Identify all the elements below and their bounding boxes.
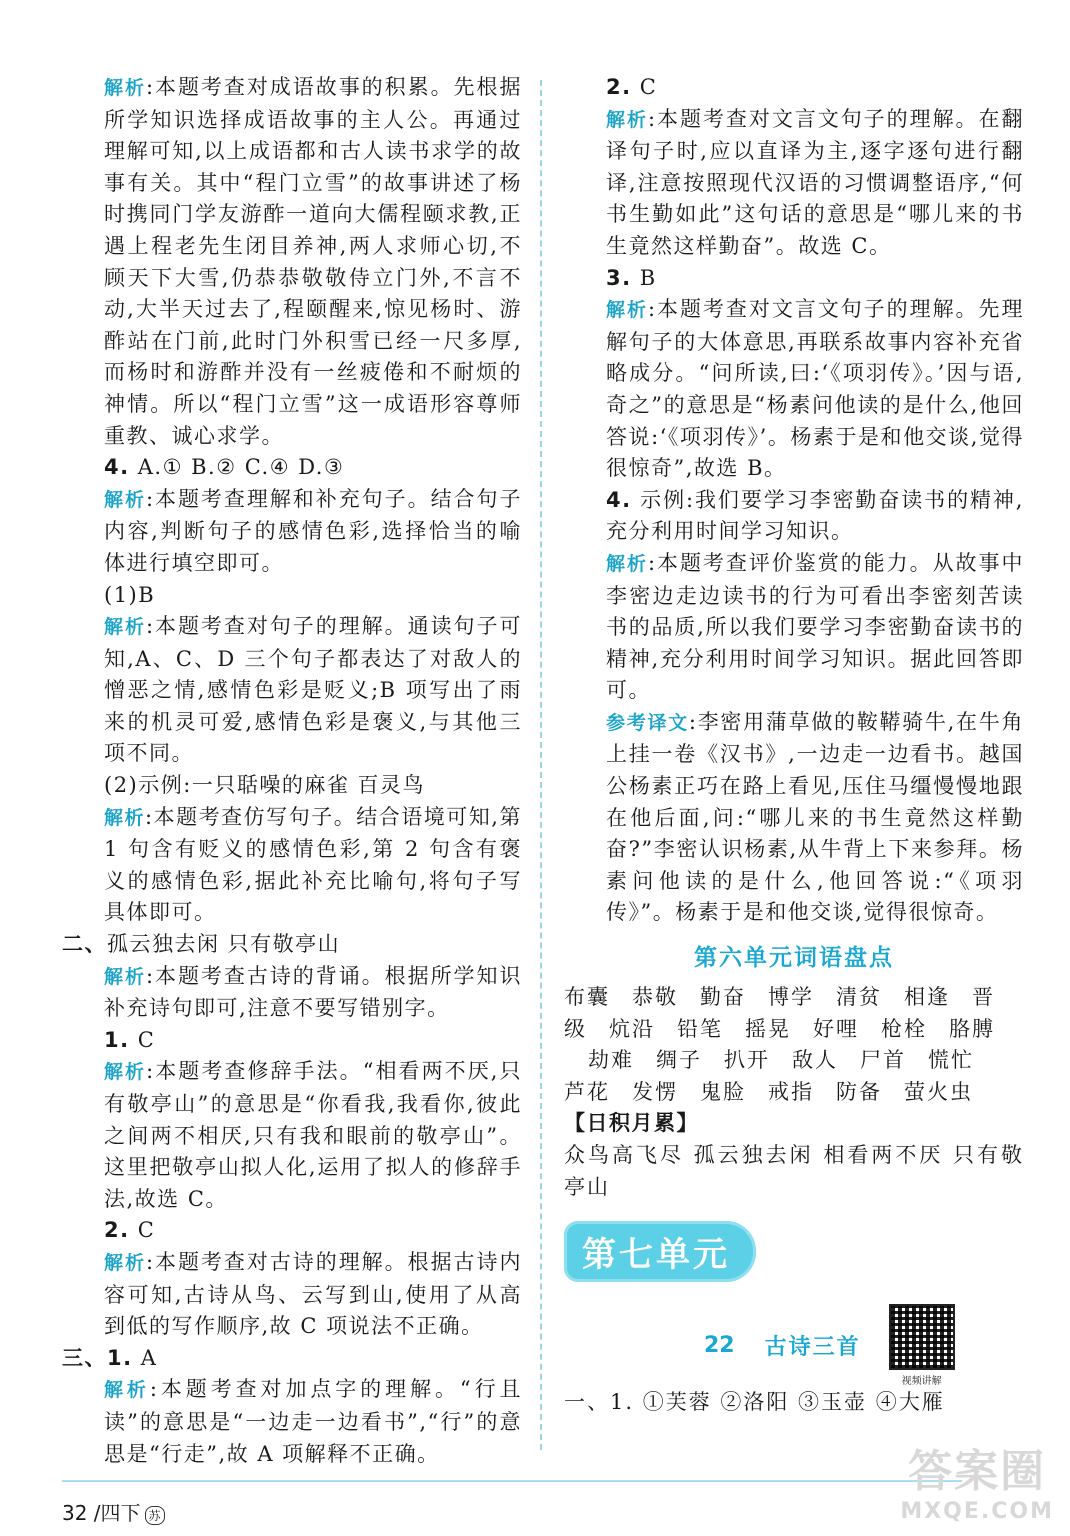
vocab-word: 相逢: [904, 985, 950, 1010]
question-number: 1.: [104, 1027, 130, 1052]
column-divider: [540, 80, 542, 1450]
vocab-word: 摇晃: [745, 1016, 791, 1041]
page-number: 32 /四下: [62, 1501, 141, 1525]
paragraph-text: :本题考查对古诗的理解。根据古诗内容可知,古诗从鸟、云写到山,使用了从高到低的写作顺序,故 C 项说法不正确。: [104, 1249, 522, 1339]
analysis-paragraph: [62, 484, 522, 580]
vocab-word: 炕沿: [609, 1016, 655, 1041]
analysis-label: 解析: [606, 299, 648, 322]
question-number: 1.: [107, 1345, 133, 1370]
last-line: 一、1. ①芙蓉 ②洛阳 ③玉壶 ④大雁: [564, 1390, 945, 1415]
analysis-paragraph: [62, 961, 522, 1025]
answer-line: [62, 580, 522, 612]
vocab-word: 恭敬: [632, 985, 678, 1010]
answer-line: [62, 1215, 522, 1247]
answer-line: [62, 1343, 522, 1375]
paragraph-text: :本题考查对句子的理解。通读句子可知,A、C、D 三个句子都表达了对敌人的憎恶之情,感情色彩是贬义;B 项写出了雨来的机灵可爱,感情色彩是褒义,与其他三项不同。: [104, 614, 522, 766]
paragraph-text: 孤云独去闲 只有敬亭山: [107, 932, 341, 957]
qr-code[interactable]: [889, 1304, 955, 1387]
vocab-word: 绸子: [656, 1048, 702, 1073]
vocab-word: 敌人: [792, 1048, 838, 1073]
vocab-word: 戒指: [768, 1079, 814, 1104]
vocab-word: 鬼脸: [700, 1079, 746, 1104]
vocab-word: 勤奋: [700, 985, 746, 1010]
analysis-paragraph: [62, 802, 522, 929]
analysis-paragraph: [62, 1247, 522, 1343]
paragraph-text: :李密用蒲草做的鞍鞯骑牛,在牛角上挂一卷《汉书》,一边走一边看书。越国公杨素正巧在路上看见,压住马缰慢慢地跟在他后面,问:“哪儿来的书生竟然这样勤奋?”李密认识杨素,从牛背上下来参拜。杨素问他读的是什么,他回答说:“《项羽传》”。杨素于是和他交谈,觉得很惊奇。: [606, 709, 1024, 925]
paragraph-text: :本题考查对文言文句子的理解。在翻译句子时,应以直译为主,逐字逐句进行翻译,注意按照现代汉语的习惯调整语序,“何书生勤如此”这句话的意思是“哪儿来的书生竟然这样勤奋”。故选 C。: [606, 106, 1024, 258]
analysis-label: 解析: [104, 616, 146, 639]
word-row: [564, 1045, 1024, 1077]
section-label: 三、: [62, 1345, 107, 1370]
paragraph-text: :本题考查修辞手法。“相看两不厌,只有敬亭山”的意思是“你看我,我看你,彼此之间两不相厌,只有我和眼前的敬亭山”。这里把敬亭山拟人化,运用了拟人的修辞手法,故选 C。: [104, 1059, 522, 1211]
lesson-title: 古诗三首: [764, 1335, 861, 1361]
paragraph-text: :本题考查仿写句子。结合语境可知,第 1 句含有贬义的感情色彩,第 2 句含有褒义的感情色彩,据此补充比喻句,将句子写具体即可。: [104, 804, 522, 925]
word-row: [564, 1077, 1024, 1109]
analysis-label: 解析: [104, 1251, 146, 1274]
vocab-word: 级: [564, 1016, 587, 1041]
analysis-paragraph: [62, 1374, 522, 1470]
analysis-label: 解析: [104, 488, 146, 511]
answer-line: [62, 770, 522, 802]
watermark-logo: 答案圈: [908, 1446, 1047, 1497]
footer: [62, 1497, 165, 1526]
section-label: 二、: [62, 932, 107, 957]
vocab-word: 清贫: [836, 985, 882, 1010]
vocab-word: 布囊: [564, 985, 610, 1010]
riji-text: 众鸟高飞尽 孤云独去闲 相看两不厌 只有敬亭山: [564, 1143, 1024, 1199]
right-column: [564, 72, 1024, 1419]
question-number: 4.: [606, 487, 632, 512]
answer-line: [564, 72, 1024, 104]
lesson-number: 22: [704, 1333, 735, 1359]
question-number: 2.: [104, 1218, 130, 1243]
analysis-label: 解析: [104, 806, 146, 829]
analysis-label: 解析: [104, 77, 146, 99]
vocab-word: 胳膊: [949, 1016, 995, 1041]
analysis-paragraph: [564, 548, 1024, 707]
vocab-word: 尸首: [860, 1048, 906, 1073]
analysis-label: 解析: [606, 552, 648, 575]
vocab-word: 劫难: [588, 1048, 634, 1073]
paragraph-text: :本题考查对加点字的理解。“行且读”的意思是“一边走一边看书”,“行”的意思是“行走”,故 A 项解释不正确。: [104, 1377, 522, 1466]
analysis-label: 解析: [104, 1061, 147, 1084]
vocab-word: 防备: [836, 1079, 882, 1104]
unit6-title: 第六单元词语盘点: [694, 945, 894, 972]
vocab-word: 好哩: [813, 1016, 859, 1041]
paragraph-text: (1)B: [104, 582, 156, 607]
vocab-word: 扒开: [724, 1048, 770, 1073]
paragraph-text: :本题考查古诗的背诵。根据所学知识补充诗句即可,注意不要写错别字。: [104, 963, 522, 1021]
paragraph-text: :本题考查评价鉴赏的能力。从故事中李密边走边读书的行为可看出李密刻苦读书的品质,所以我们要学习李密勤奋读书的精神,充分利用时间学习知识。据此回答即可。: [606, 550, 1024, 703]
analysis-paragraph: [564, 707, 1024, 929]
vocab-word: 枪栓: [881, 1016, 927, 1041]
paragraph-text: C: [631, 75, 658, 99]
vocab-word: 发愣: [632, 1079, 678, 1104]
question-number: 2.: [606, 75, 632, 99]
analysis-label: 参考译文: [606, 711, 689, 734]
answer-line: [564, 485, 1024, 548]
vocab-word: 晋: [972, 985, 995, 1010]
paragraph-text: C: [129, 1218, 156, 1243]
paragraph-text: A: [132, 1345, 158, 1370]
watermark: [900, 1435, 1054, 1524]
analysis-paragraph: [62, 611, 522, 770]
edition-tag: 苏: [145, 1506, 165, 1525]
question-number: 3.: [606, 265, 632, 290]
watermark-url: MXQE.COM: [900, 1499, 1054, 1524]
analysis-paragraph: [564, 294, 1024, 485]
paragraph-text: :本题考查理解和补充句子。结合句子内容,判断句子的感情色彩,选择恰当的喻体进行填空即可。: [104, 486, 522, 575]
analysis-paragraph: [564, 104, 1024, 263]
paragraph-text: :本题考查对文言文句子的理解。先理解句子的大体意思,再联系故事内容补充省略成分。“问所读,曰:‘《项羽传》。’因与语,奇之”的意思是“杨素问他读的是什么,他回答说:‘《项羽传》’。杨素于是和他交谈,觉得很惊奇”,故选 B。: [606, 297, 1024, 481]
vocab-word: 铅笔: [677, 1016, 723, 1041]
answer-line: [62, 452, 522, 484]
answer-line: [62, 929, 522, 961]
paragraph-text: 示例:我们要学习李密勤奋读书的精神,充分利用时间学习知识。: [606, 487, 1024, 544]
paragraph-text: C: [129, 1027, 156, 1052]
vocab-word: 博学: [768, 985, 814, 1010]
vocab-word: 慌忙: [928, 1048, 974, 1073]
lesson-header: [564, 1304, 1024, 1387]
paragraph-text: (2)示例:一只聒噪的麻雀 百灵鸟: [104, 773, 425, 798]
analysis-label: 解析: [606, 108, 648, 131]
analysis-label: 解析: [104, 1379, 150, 1402]
qr-caption: 视频讲解: [901, 1376, 942, 1388]
left-column: [62, 72, 522, 1470]
question-number: 4.: [104, 455, 130, 480]
vocab-word: 萤火虫: [904, 1079, 973, 1104]
analysis-paragraph: [62, 1056, 522, 1215]
riji-title: 【日积月累】: [564, 1111, 699, 1136]
analysis-label: 解析: [104, 965, 146, 988]
qr-code-icon[interactable]: [889, 1304, 955, 1370]
word-list: [564, 982, 1024, 1108]
analysis-paragraph: [62, 72, 522, 452]
paragraph-text: A.① B.② C.④ D.③: [129, 455, 345, 480]
paragraph-text: :本题考查对成语故事的积累。先根据所学知识选择成语故事的主人公。再通过理解可知,以上成语都和古人读书求学的故事有关。其中“程门立雪”的故事讲述了杨时携同门学友游酢一道向大儒程颐求教,正遇上程老先生闭目养神,两人求师心切,不顾天下大雪,仍恭恭敬敬侍立门外,不言不动,大半天过去了,程颐醒来,惊见杨时、游酢站在门前,此时门外积雪已经一尺多厚,而杨时和游酢并没有一丝疲倦和不耐烦的神情。所以“程门立雪”这一成语形容尊师重教、诚心求学。: [104, 75, 522, 448]
answer-line: [564, 263, 1024, 295]
footer-rule: [62, 1480, 962, 1482]
word-row: [564, 982, 1024, 1014]
unit7-badge: 第七单元: [564, 1221, 756, 1282]
answer-line: [62, 1025, 522, 1057]
word-row: [564, 1014, 1024, 1046]
vocab-word: 芦花: [564, 1079, 610, 1104]
paragraph-text: B: [631, 265, 657, 290]
